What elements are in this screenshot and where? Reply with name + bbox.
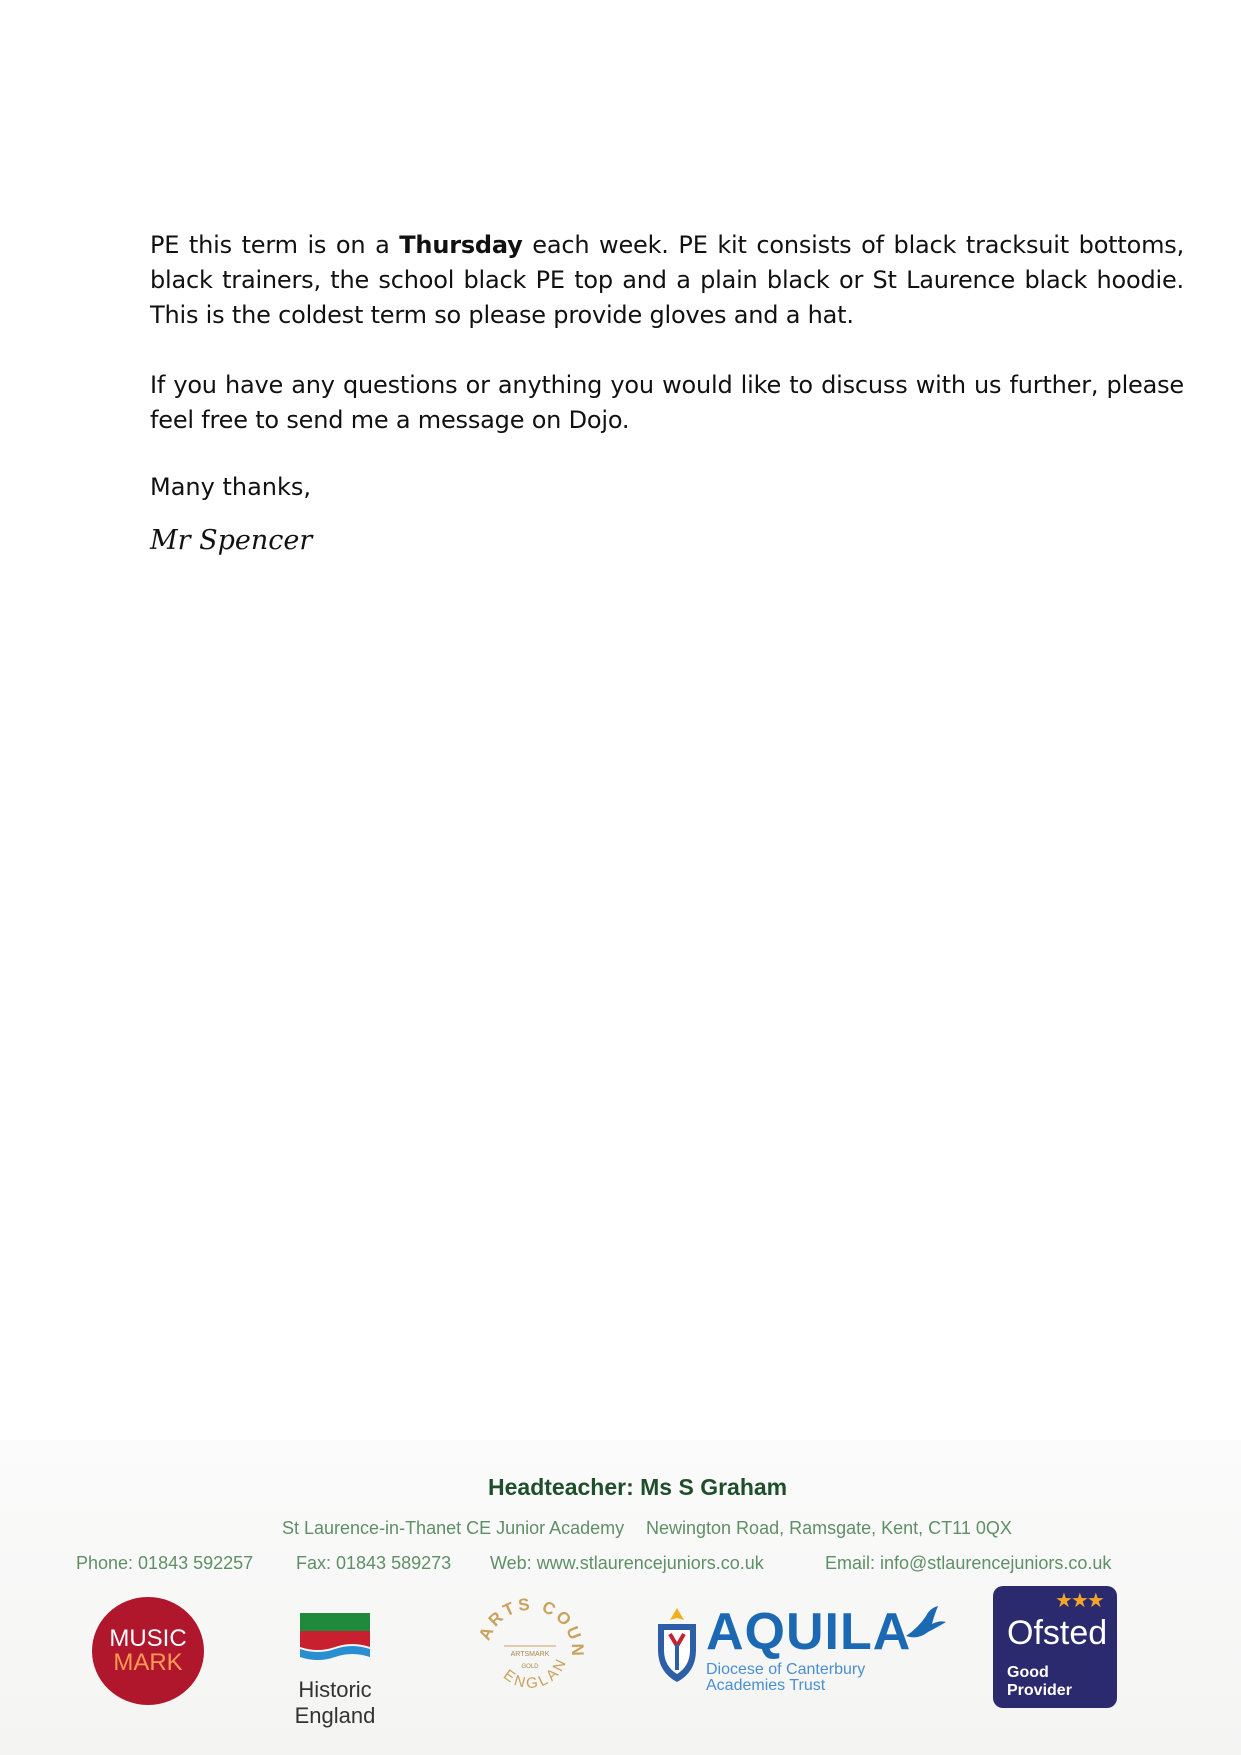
aquila-subtitle-line2: Academies Trust <box>706 1677 826 1694</box>
school-name: St Laurence-in-Thanet CE Junior Academy <box>282 1518 625 1538</box>
ofsted-rating <box>1007 1664 1072 1700</box>
music-mark-logo <box>92 1597 204 1705</box>
diocese-crest-icon <box>652 1606 702 1684</box>
signature: Mr Spencer <box>150 525 313 556</box>
arts-council-top-text: ARTS COUN <box>475 1594 588 1660</box>
ofsted-rating-line1: Good <box>1007 1664 1049 1681</box>
music-mark-mark-word: MARK <box>113 1649 183 1676</box>
pe-day: Thursday <box>399 231 523 259</box>
historic-england-emblem-icon <box>300 1613 370 1665</box>
music-mark-word: MUSIC <box>109 1625 187 1652</box>
pe-text-start: PE this term is on a <box>150 231 400 259</box>
aquila-subtitle <box>706 1662 865 1694</box>
aquila-wordmark: AQUILA <box>706 1603 912 1661</box>
school-address: Newington Road, Ramsgate, Kent, CT11 0QX <box>646 1518 1012 1538</box>
email-address[interactable]: Email: info@stlaurencejuniors.co.uk <box>825 1553 1112 1573</box>
ofsted-rating-line2: Provider <box>1007 1682 1072 1699</box>
letter-body <box>150 228 1184 556</box>
arts-council-seal-icon <box>470 1590 590 1710</box>
signoff: Many thanks, <box>150 473 312 501</box>
phone-number: Phone: 01843 592257 <box>76 1553 254 1573</box>
fax-number: Fax: 01843 589273 <box>296 1553 452 1573</box>
ofsted-stars-icon: ★★★ <box>1055 1590 1103 1612</box>
pe-paragraph <box>150 228 1184 333</box>
headteacher-line: Headteacher: Ms S Graham <box>488 1474 788 1500</box>
eagle-icon <box>904 1606 948 1646</box>
artsmark-text: ARTSMARK <box>510 1651 550 1658</box>
aquila-logo <box>652 1600 952 1695</box>
website[interactable]: Web: www.stlaurencejuniors.co.uk <box>490 1553 764 1573</box>
historic-england-label: Historic England <box>294 1677 376 1728</box>
ofsted-wordmark: Ofsted <box>1007 1614 1108 1652</box>
svg-text:ARTS COUNCIL <box>470 1590 587 1659</box>
pe-text-end: each week. PE kit consists of black tracksuit bottoms, black trainers, the school black PE top and a plain black or St Laurence black hoodie. This is the coldest term so please provide gloves and a hat. <box>150 231 1184 329</box>
questions-paragraph: If you have any questions or anything you would like to discuss with us further, please feel free to send me a message on Dojo. <box>150 371 1184 434</box>
historic-england-logo <box>255 1613 415 1729</box>
ofsted-logo <box>993 1586 1117 1708</box>
artsmark-level-text: GOLD <box>521 1664 539 1670</box>
aquila-subtitle-line1: Diocese of Canterbury <box>706 1661 866 1678</box>
arts-council-logo <box>470 1590 590 1710</box>
arts-council-bottom-text: ENGLAN <box>500 1654 571 1693</box>
